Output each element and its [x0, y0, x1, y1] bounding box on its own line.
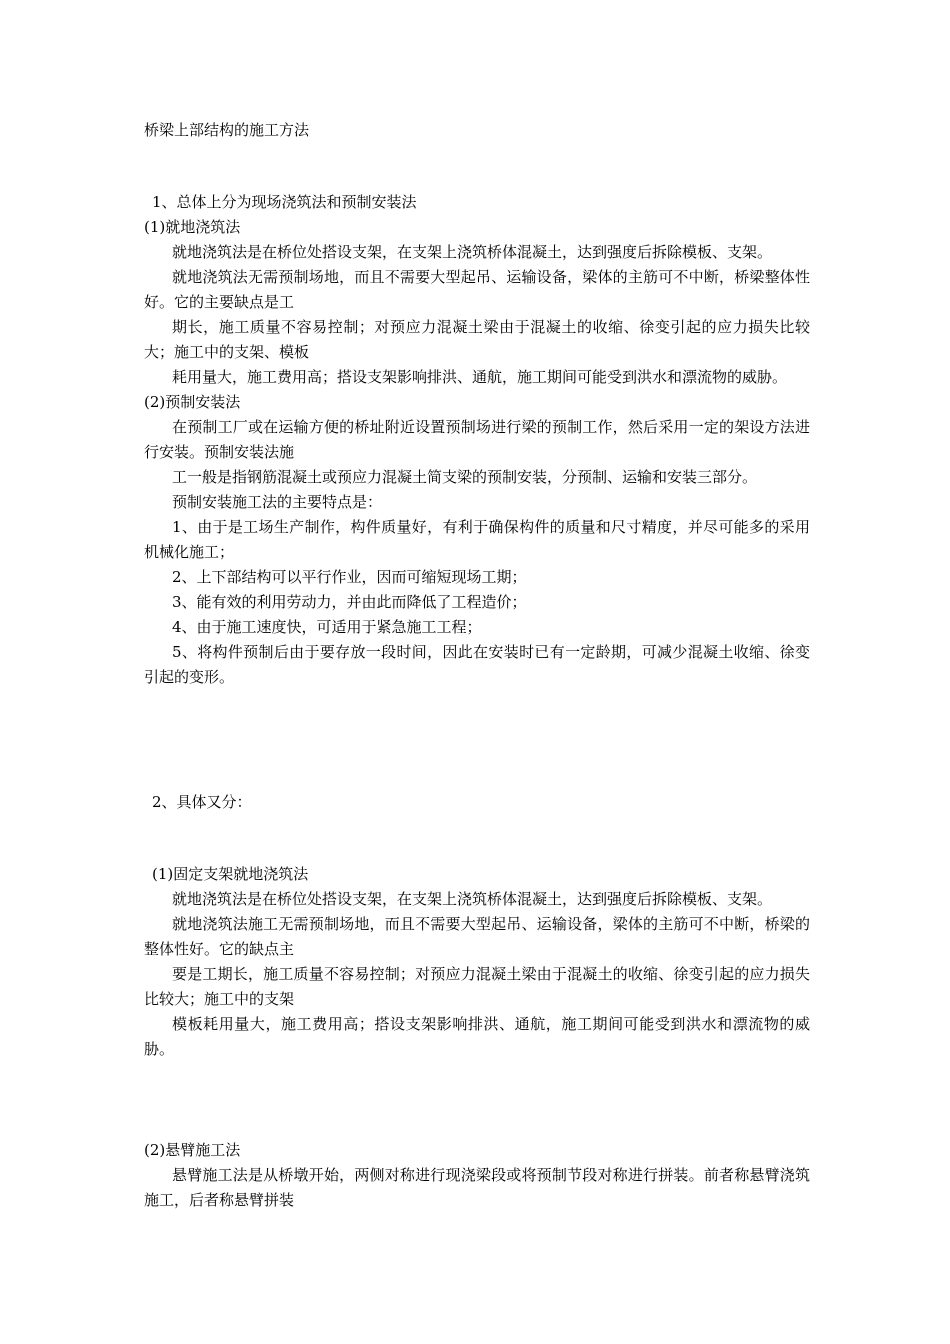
- list-item: 2、上下部结构可以平行作业，因而可缩短现场工期；: [172, 568, 527, 586]
- paragraph: 就地浇筑法是在桥位处搭设支架，在支架上浇筑桥体混凝土，达到强度后拆除模板、支架。: [172, 243, 773, 261]
- section-1-heading: 1、总体上分为现场浇筑法和预制安装法: [152, 193, 417, 211]
- paragraph: 期长，施工质量不容易控制；对预应力混凝土梁由于混凝土的收缩、徐变引起的应力损失比较大；施工中的支架、模板: [144, 318, 810, 361]
- paragraph: 模板耗用量大，施工费用高；搭设支架影响排洪、通航，施工期间可能受到洪水和漂流物的威胁。: [144, 1015, 810, 1058]
- paragraph: 在预制工厂或在运输方便的桥址附近设置预制场进行梁的预制工作，然后采用一定的架设方法进行安装。预制安装法施: [144, 418, 810, 461]
- section-1-sub2-heading: (2)预制安装法: [144, 393, 241, 411]
- list-item: 1、由于是工场生产制作，构件质量好，有利于确保构件的质量和尺寸精度，并尽可能多的采用机械化施工；: [144, 518, 810, 561]
- list-item: 3、能有效的利用劳动力，并由此而降低了工程造价；: [172, 593, 527, 611]
- section-2-heading: 2、具体又分：: [152, 793, 252, 811]
- paragraph: 就地浇筑法施工无需预制场地，而且不需要大型起吊、运输设备，梁体的主筋可不中断，桥梁的整体性好。它的缺点主: [144, 915, 810, 958]
- section-1: [144, 190, 810, 690]
- paragraph: 要是工期长，施工质量不容易控制；对预应力混凝土梁由于混凝土的收缩、徐变引起的应力损失比较大；施工中的支架: [144, 965, 810, 1008]
- document-title: 桥梁上部结构的施工方法: [144, 121, 310, 139]
- paragraph: 就地浇筑法无需预制场地，而且不需要大型起吊、运输设备，梁体的主筋可不中断，桥梁整体性好。它的主要缺点是工: [144, 268, 810, 311]
- section-1-sub1-heading: (1)就地浇筑法: [144, 218, 241, 236]
- paragraph: 预制安装施工法的主要特点是：: [172, 493, 383, 511]
- section-2-heading-block: [144, 790, 810, 815]
- section-2-sub1-heading: (1)固定支架就地浇筑法: [152, 865, 309, 883]
- section-2-sub2: [144, 1138, 810, 1213]
- paragraph: 耗用量大，施工费用高；搭设支架影响排洪、通航，施工期间可能受到洪水和漂流物的威胁。: [172, 368, 788, 386]
- paragraph: 悬臂施工法是从桥墩开始，两侧对称进行现浇梁段或将预制节段对称进行拼装。前者称悬臂浇筑施工，后者称悬臂拼装: [144, 1166, 810, 1209]
- section-2-sub1: [144, 862, 810, 1062]
- paragraph: 就地浇筑法是在桥位处搭设支架，在支架上浇筑桥体混凝土，达到强度后拆除模板、支架。: [172, 890, 773, 908]
- paragraph: 工一般是指钢筋混凝土或预应力混凝土简支梁的预制安装，分预制、运输和安装三部分。: [172, 468, 758, 486]
- list-item: 4、由于施工速度快，可适用于紧急施工工程；: [172, 618, 482, 636]
- list-item: 5、将构件预制后由于要存放一段时间，因此在安装时已有一定龄期，可减少混凝土收缩、徐变引起的变形。: [144, 643, 810, 686]
- section-2-sub2-heading: (2)悬臂施工法: [144, 1141, 241, 1159]
